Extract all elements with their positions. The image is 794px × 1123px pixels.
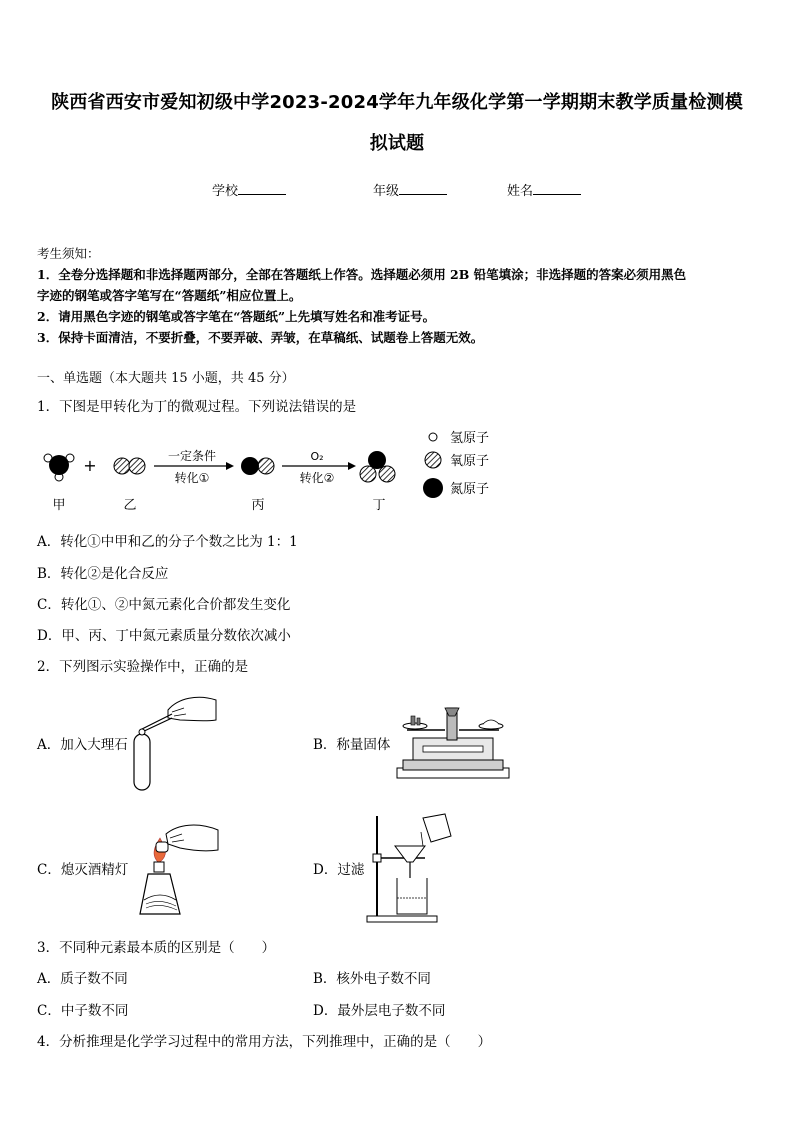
plus-sign: + [83, 456, 97, 475]
grade-blank [399, 182, 447, 195]
condition-2-bottom: 转化② [299, 471, 335, 485]
question-2-option-b: B．称量固体 [313, 737, 391, 753]
name-field [507, 180, 581, 199]
legend-oxygen: 氧原子 [450, 454, 490, 469]
notice-item-2: 2．请用黑色字迹的钢笔或答字笔在“答题纸”上先填写姓名和准考证号。 [37, 309, 436, 324]
question-3-option-c: C．中子数不同 [37, 1003, 129, 1019]
adding-marble-illustration [128, 690, 218, 798]
notice-heading: 考生须知： [37, 246, 100, 261]
question-2-option-a: A．加入大理石 [37, 737, 128, 753]
school-label: 学校 [212, 184, 239, 199]
filtration-illustration [365, 810, 465, 925]
notice-item-3: 3．保持卡面清洁，不要折叠，不要弄破、弄皱，在草稿纸、试题卷上答题无效。 [37, 330, 484, 345]
question-3-option-a: A．质子数不同 [37, 971, 128, 987]
label-bing: 丙 [251, 498, 265, 513]
grade-label: 年级 [373, 184, 400, 199]
condition-1-top: 一定条件 [167, 449, 217, 463]
question-1-option-b: B．转化②是化合反应 [37, 566, 169, 582]
school-field [212, 180, 286, 199]
question-3-stem: 3．不同种元素最本质的区别是（ ） [37, 940, 276, 956]
legend-nitrogen: 氮原子 [450, 482, 490, 497]
question-3-option-d: D．最外层电子数不同 [313, 1003, 446, 1019]
nitrogen-atom-icon [423, 478, 443, 498]
notice-item-1b: 字迹的钢笔或答字笔写在“答题纸”相应位置上。 [37, 288, 302, 303]
condition-1-bottom: 转化① [174, 471, 210, 485]
reaction-diagram [30, 420, 530, 520]
legend-hydrogen: 氢原子 [450, 431, 490, 446]
molecule-yi-icon [114, 458, 145, 474]
arrow-2-icon [282, 462, 356, 470]
page-title-line1: 陕西省西安市爱知初级中学2023-2024学年九年级化学第一学期期末教学质量检测模 [51, 92, 743, 113]
question-2-option-d: D．过滤 [313, 862, 365, 878]
page-title-line2: 拟试题 [369, 133, 425, 154]
question-1-option-a: A．转化①中甲和乙的分子个数之比为 1：1 [37, 534, 298, 550]
question-4-stem: 4．分析推理是化学学习过程中的常用方法，下列推理中，正确的是（ ） [37, 1034, 492, 1050]
molecule-ding-icon [360, 451, 395, 482]
notice-item-1a: 1．全卷分选择题和非选择题两部分，全部在答题纸上作答。选择题必须用 2B 铅笔填涂；非选择题的答案必须用黑色 [37, 267, 687, 282]
label-jia: 甲 [52, 498, 66, 513]
question-1-option-c: C．转化①、②中氮元素化合价都发生变化 [37, 597, 291, 613]
molecule-bing-icon [241, 457, 274, 475]
question-1-option-d: D．甲、丙、丁中氮元素质量分数依次减小 [37, 628, 291, 644]
question-2-option-c: C．熄灭酒精灯 [37, 862, 129, 878]
legend [423, 431, 489, 498]
extinguish-lamp-illustration [130, 820, 220, 920]
name-label: 姓名 [507, 184, 534, 199]
school-blank [238, 182, 286, 195]
question-3-option-b: B．核外电子数不同 [313, 971, 431, 987]
hydrogen-atom-icon [429, 433, 437, 441]
question-2-stem: 2．下列图示实验操作中，正确的是 [37, 659, 249, 675]
name-blank [533, 182, 581, 195]
label-yi: 乙 [123, 498, 137, 513]
condition-2-top: O₂ [310, 450, 324, 463]
label-ding: 丁 [372, 498, 386, 513]
question-1-stem: 1．下图是甲转化为丁的微观过程。下列说法错误的是 [37, 399, 357, 415]
arrow-1-icon [154, 462, 234, 470]
grade-field [373, 180, 447, 199]
molecule-jia-icon [44, 454, 74, 481]
section-heading: 一、单选题（本大题共 15 小题，共 45 分） [37, 371, 295, 386]
balance-illustration [393, 702, 513, 782]
oxygen-atom-icon [425, 452, 441, 468]
